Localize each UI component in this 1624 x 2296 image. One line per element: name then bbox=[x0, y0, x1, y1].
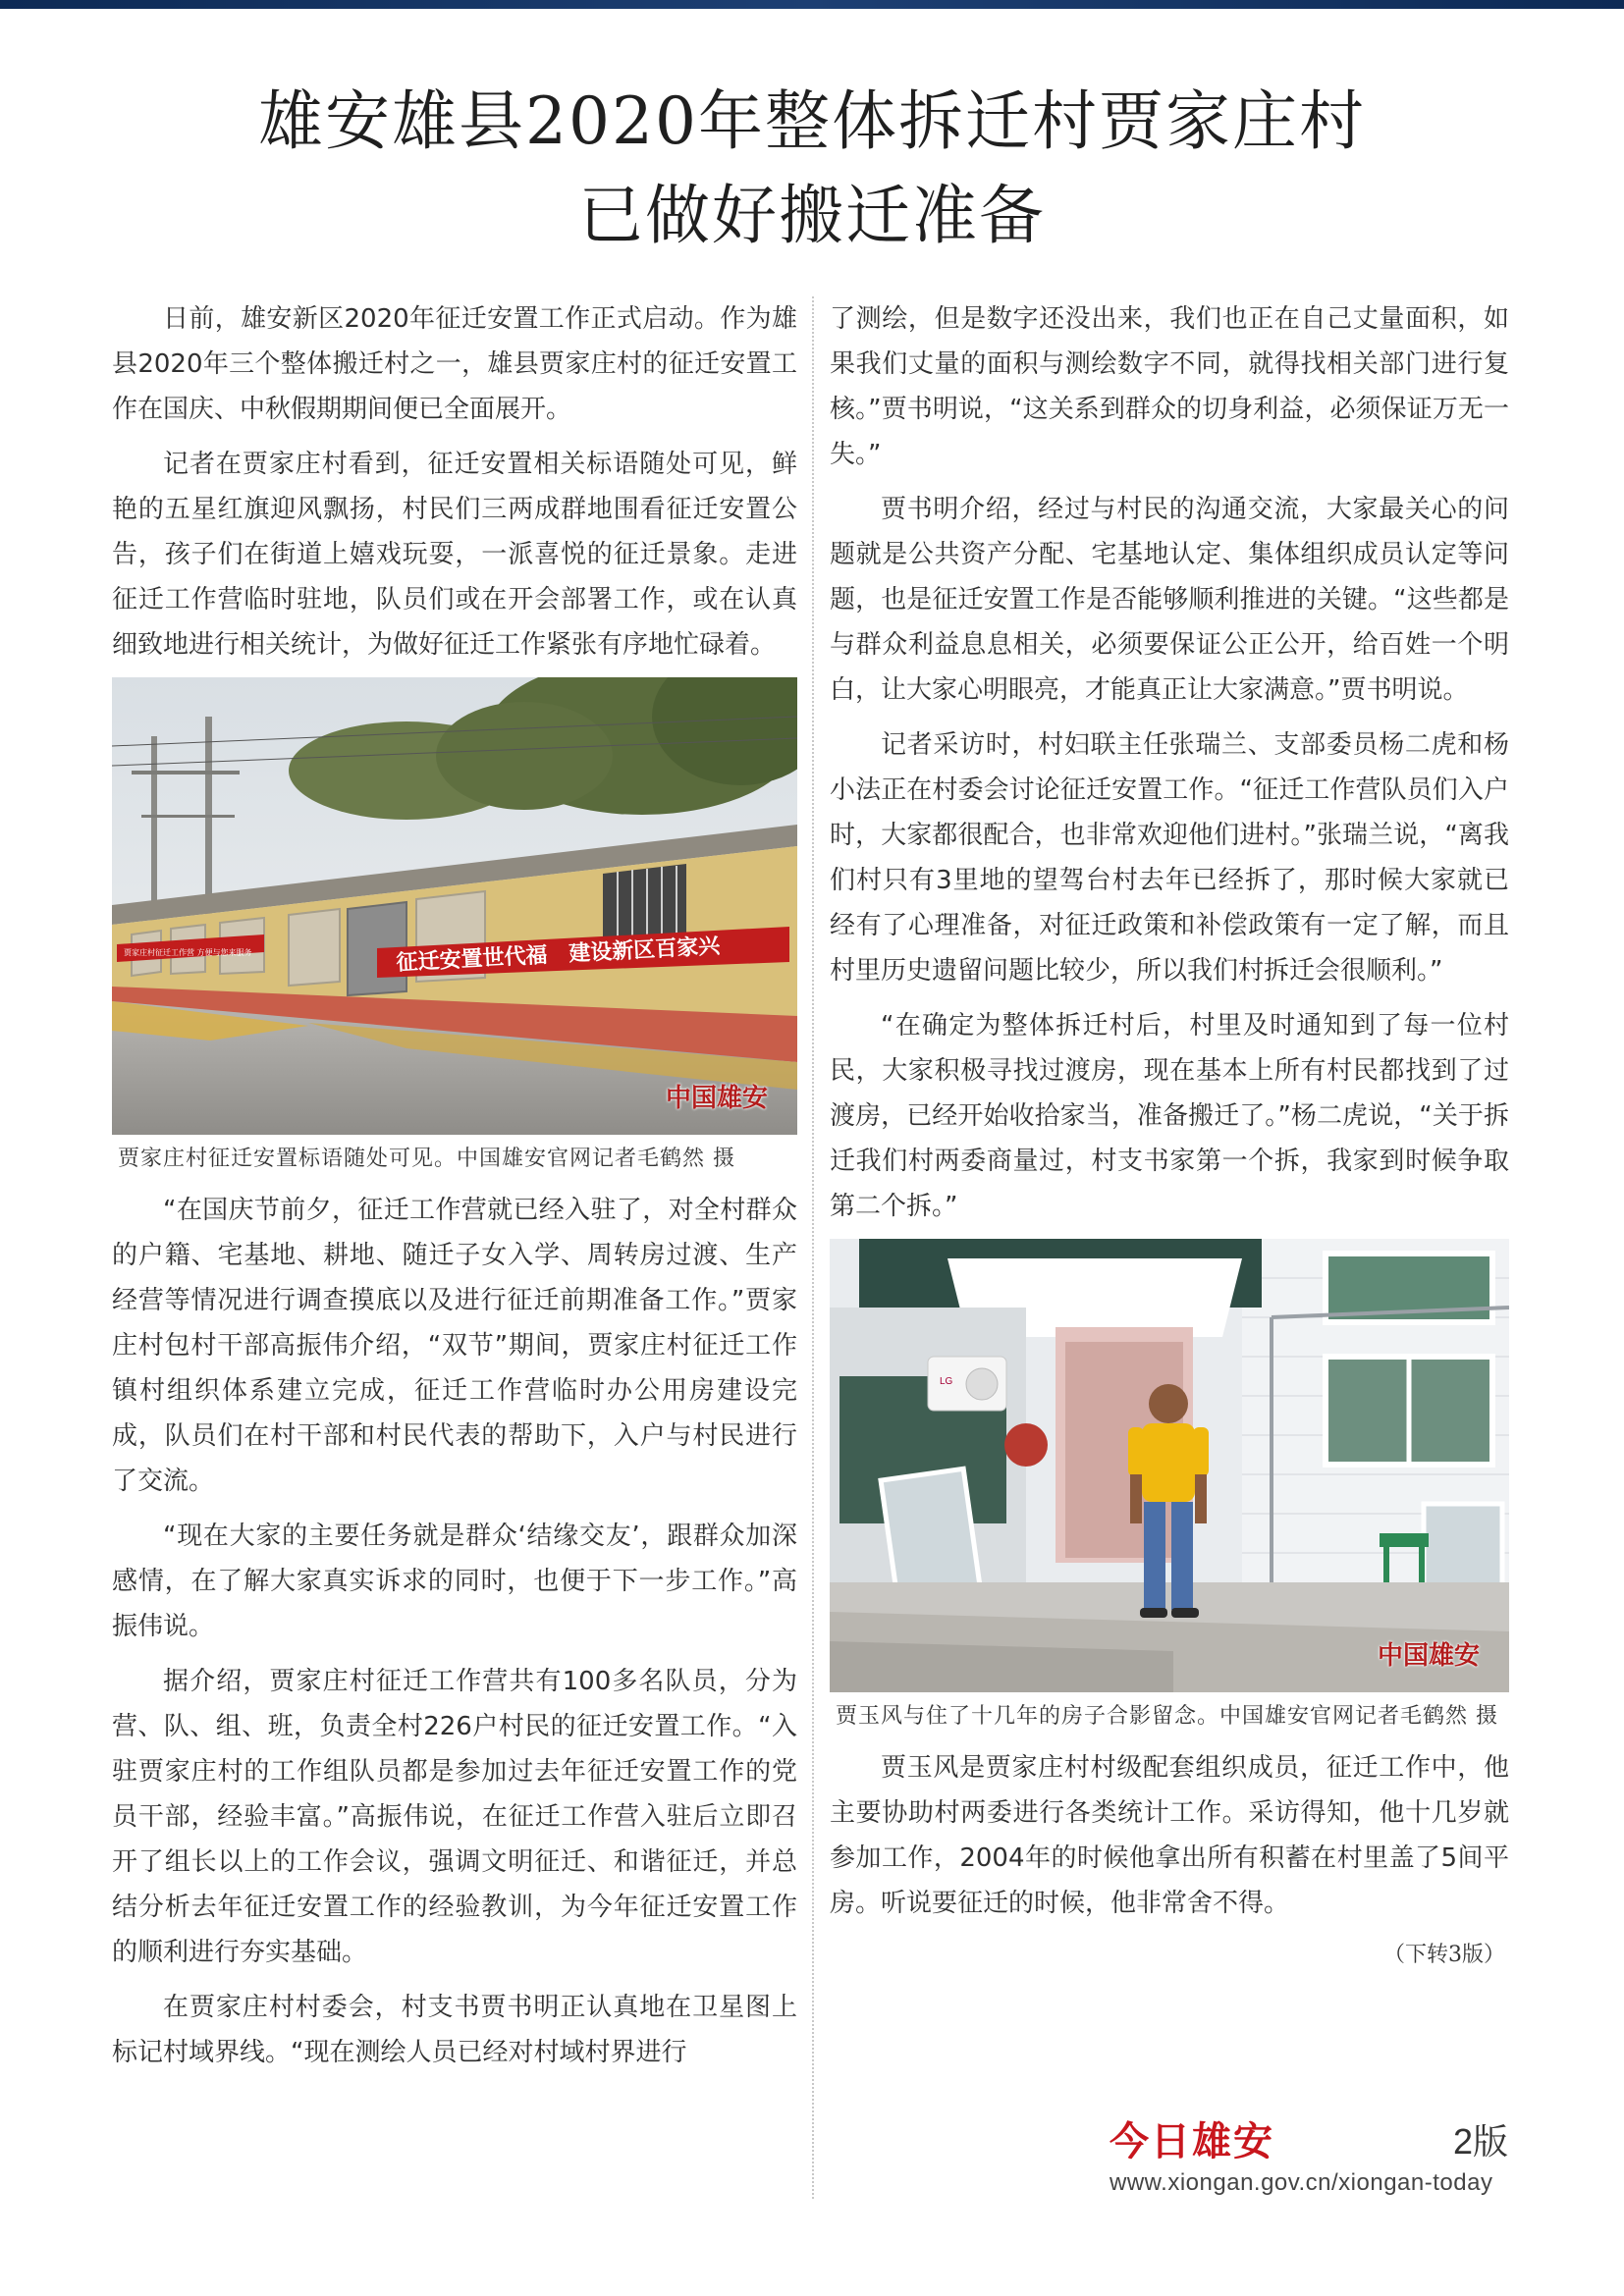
paragraph: 在贾家庄村村委会，村支书贾书明正认真地在卫星图上标记村域界线。“现在测绘人员已经对村域村界进行 bbox=[112, 1993, 797, 2067]
photo-watermark: 中国雄安 bbox=[665, 1084, 768, 1113]
top-color-bar bbox=[0, 0, 1624, 9]
paragraph: “现在大家的主要任务就是群众‘结缘交友’，跟群众加深感情，在了解大家真实诉求的同时，也便于下一步工作。”高振伟说。 bbox=[112, 1522, 797, 1641]
banner-slogan: 征迁安置世代福 建设新区百家兴 bbox=[396, 934, 721, 976]
left-column bbox=[112, 296, 797, 2085]
title-line-2: 已做好搬迁准备 bbox=[578, 178, 1046, 253]
paragraph: “在国庆节前夕，征迁工作营就已经入驻了，对全村群众的户籍、宅基地、耕地、随迁子女入学、周转房过渡、生产经营等情况进行调查摸底以及进行征迁前期准备工作。”贾家庄村包村干部高振伟介绍，“双节”期间，贾家庄村征迁工作镇村组织体系建立完成，征迁工作营临时办公用房建设完成，队员们在村干部和村民代表的帮助下，入户与村民进行了交流。 bbox=[112, 1196, 797, 1496]
paragraph: 贾书明介绍，经过与村民的沟通交流，大家最关心的问题就是公共资产分配、宅基地认定、集体组织成员认定等问题，也是征迁安置工作是否能够顺利推进的关键。“这些都是与群众利益息息相关，必须要保证公正公开，给百姓一个明白，让大家心明眼亮，才能真正让大家满意。”贾书明说。 bbox=[830, 495, 1509, 705]
paragraph: 记者采访时，村妇联主任张瑞兰、支部委员杨二虎和杨小法正在村委会讨论征迁安置工作。“征迁工作营队员们入户时，大家都很配合，也非常欢迎他们进村。”张瑞兰说，“离我们村只有3里地的望驾台村去年已经拆了，那时候大家就已经有了心理准备，对征迁政策和补偿政策有一定了解，而且村里历史遗留问题比较少，所以我们村拆迁会很顺利。” bbox=[830, 730, 1509, 986]
continued-note: （下转3版） bbox=[1383, 1943, 1505, 1967]
photo-caption: 贾玉风与住了十几年的房子合影留念。中国雄安官网记者毛鹤然 摄 bbox=[836, 1704, 1498, 1729]
paragraph: 记者在贾家庄村看到，征迁安置相关标语随处可见，鲜艳的五星红旗迎风飘扬，村民们三两成群地围看征迁安置公告，孩子们在街道上嬉戏玩耍，一派喜悦的征迁景象。走进征迁工作营临时驻地，队员们或在开会部署工作，或在认真细致地进行相关统计，为做好征迁工作紧张有序地忙碌着。 bbox=[112, 450, 797, 660]
paragraph: 日前，雄安新区2020年征迁安置工作正式启动。作为雄县2020年三个整体搬迁村之一，雄县贾家庄村的征迁安置工作在国庆、中秋假期期间便已全面展开。 bbox=[112, 304, 797, 424]
village-street-photo bbox=[112, 677, 797, 1135]
right-column bbox=[830, 296, 1509, 1975]
title-line-1: 雄安雄县2020年整体拆迁村贾家庄村 bbox=[258, 83, 1366, 159]
paragraph: “在确定为整体拆迁村后，村里及时通知到了每一位村民，大家积极寻找过渡房，现在基本上所有村民都找到了过渡房，已经开始收拾家当，准备搬迁了。”杨二虎说，“关于拆迁我们村两委商量过，村支书家第一个拆，我家到时候争取第二个拆。” bbox=[830, 1011, 1509, 1221]
paragraph: 据介绍，贾家庄村征迁工作营共有100多名队员，分为营、队、组、班，负责全村226户村民的征迁安置工作。“入驻贾家庄村的工作组队员都是参加过去年征迁安置工作的党员干部，经验丰富。”高振伟说，在征迁工作营入驻后立即召开了组长以上的工作会议，强调文明征迁、和谐征迁，并总结分析去年征迁安置工作的经验教训，为今年征迁安置工作的顺利进行夯实基础。 bbox=[112, 1667, 797, 1967]
house-portrait-photo bbox=[830, 1239, 1509, 1692]
newspaper-logo: 今日雄安 bbox=[1110, 2118, 1274, 2164]
paragraph-continued: 了测绘，但是数字还没出来，我们也正在自己丈量面积，如果我们丈量的面积与测绘数字不同，就得找相关部门进行复核。”贾书明说，“这关系到群众的切身利益，必须保证万无一失。” bbox=[830, 304, 1509, 469]
paragraph: 贾玉风是贾家庄村村级配套组织成员，征迁工作中，他主要协助村两委进行各类统计工作。采访得知，他十几岁就参加工作，2004年的时候他拿出所有积蓄在村里盖了5间平房。听说要征迁的时候，他非常舍不得。 bbox=[830, 1753, 1509, 1918]
article-title bbox=[0, 75, 1624, 263]
small-banner-text: 贾家庄村征迁工作营 方便与您来服务 bbox=[124, 948, 252, 957]
column-divider bbox=[812, 296, 814, 2199]
photo-watermark: 中国雄安 bbox=[1377, 1641, 1480, 1671]
ac-brand-label: LG bbox=[940, 1376, 953, 1387]
photo-house-portrait bbox=[830, 1239, 1509, 1692]
page-number: 2版 bbox=[1453, 2121, 1509, 2162]
photo-caption: 贾家庄村征迁安置标语随处可见。中国雄安官网记者毛鹤然 摄 bbox=[118, 1147, 735, 1171]
site-url[interactable]: www.xiongan.gov.cn/xiongan-today bbox=[1110, 2169, 1493, 2196]
photo-village-banner bbox=[112, 677, 797, 1135]
